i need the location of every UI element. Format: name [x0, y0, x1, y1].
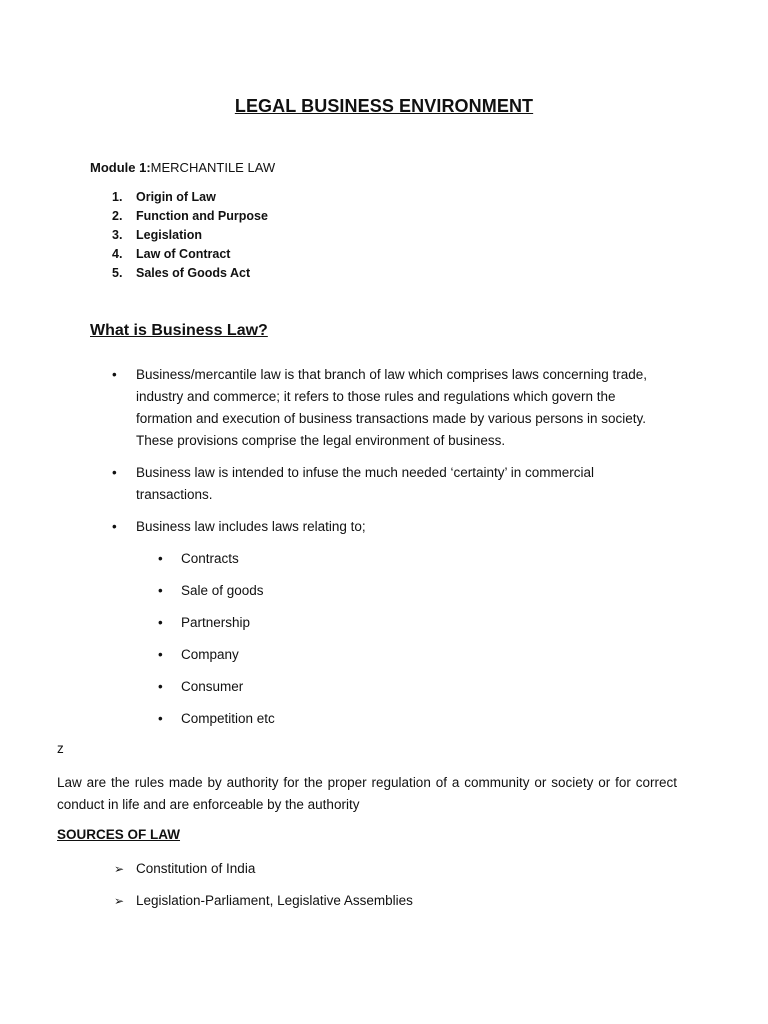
list-item-text: Consumer: [181, 679, 244, 694]
list-item-text: Competition etc: [181, 711, 275, 726]
list-item: [112, 188, 268, 207]
document-title: LEGAL BUSINESS ENVIRONMENT: [234, 96, 534, 116]
list-item: [112, 207, 268, 226]
list-item-text: Partnership: [181, 615, 251, 630]
list-item-text: Origin of Law: [136, 190, 216, 204]
module-line: [90, 160, 275, 175]
law-definition-paragraph: Law are the rules made by authority for the proper regulation of a community or society or for correct conduct in life and are enforceable by the authority: [57, 775, 677, 812]
module-topics-list: [112, 188, 268, 283]
list-item: [156, 612, 275, 644]
sources-of-law-list: [114, 858, 413, 922]
list-number: 4.: [112, 247, 123, 261]
list-item: [110, 516, 670, 538]
list-item-text: Sale of goods: [181, 583, 264, 598]
bullet-icon: •: [158, 551, 163, 566]
list-item: [114, 890, 413, 922]
bullet-text: Business law includes laws relating to;: [136, 519, 366, 534]
bullet-icon: •: [112, 367, 117, 382]
bullet-icon: •: [112, 519, 117, 534]
list-item: [156, 548, 275, 580]
bullet-icon: •: [158, 679, 163, 694]
list-item: [114, 858, 413, 890]
law-areas-list: [156, 548, 275, 740]
bullet-icon: •: [158, 711, 163, 726]
bullet-text: Business law is intended to infuse the much needed ‘certainty’ in commercial transactions.: [136, 465, 594, 502]
list-number: 5.: [112, 266, 123, 280]
arrow-bullet-icon: ➢: [114, 894, 125, 908]
sources-of-law-heading: SOURCES OF LAW: [57, 827, 181, 842]
bullet-text: Business/mercantile law is that branch of law which comprises laws concerning trade, industry and commerce; it refers to those rules and regulations which govern the formation and execution of business transactions made by various persons in society. These provisions comprise the legal environment of business.: [136, 367, 647, 448]
list-item-text: Company: [181, 647, 239, 662]
list-item-text: Function and Purpose: [136, 209, 268, 223]
business-law-bullets: [110, 364, 670, 548]
bullet-icon: •: [158, 583, 163, 598]
module-name: MERCHANTILE LAW: [150, 160, 276, 175]
bullet-icon: •: [112, 465, 117, 480]
list-number: 1.: [112, 190, 123, 204]
list-item: [112, 245, 268, 264]
list-item-text: Legislation: [136, 228, 202, 242]
list-item: [156, 676, 275, 708]
list-item: [112, 264, 268, 283]
list-item-text: Contracts: [181, 551, 239, 566]
list-number: 2.: [112, 209, 123, 223]
list-item-text: Constitution of India: [136, 861, 256, 876]
list-item-text: Sales of Goods Act: [136, 266, 251, 280]
bullet-icon: •: [158, 615, 163, 630]
module-label: Module 1:: [90, 160, 151, 175]
bullet-icon: •: [158, 647, 163, 662]
arrow-bullet-icon: ➢: [114, 862, 125, 876]
stray-character: z: [57, 741, 64, 756]
list-item: [110, 462, 670, 506]
list-item-text: Law of Contract: [136, 247, 231, 261]
list-item-text: Legislation-Parliament, Legislative Assemblies: [136, 893, 413, 908]
section-heading-business-law: What is Business Law?: [90, 322, 268, 339]
list-item: [156, 580, 275, 612]
list-item: [156, 708, 275, 740]
list-item: [112, 226, 268, 245]
list-item: [156, 644, 275, 676]
list-number: 3.: [112, 228, 123, 242]
list-item: [110, 364, 670, 452]
